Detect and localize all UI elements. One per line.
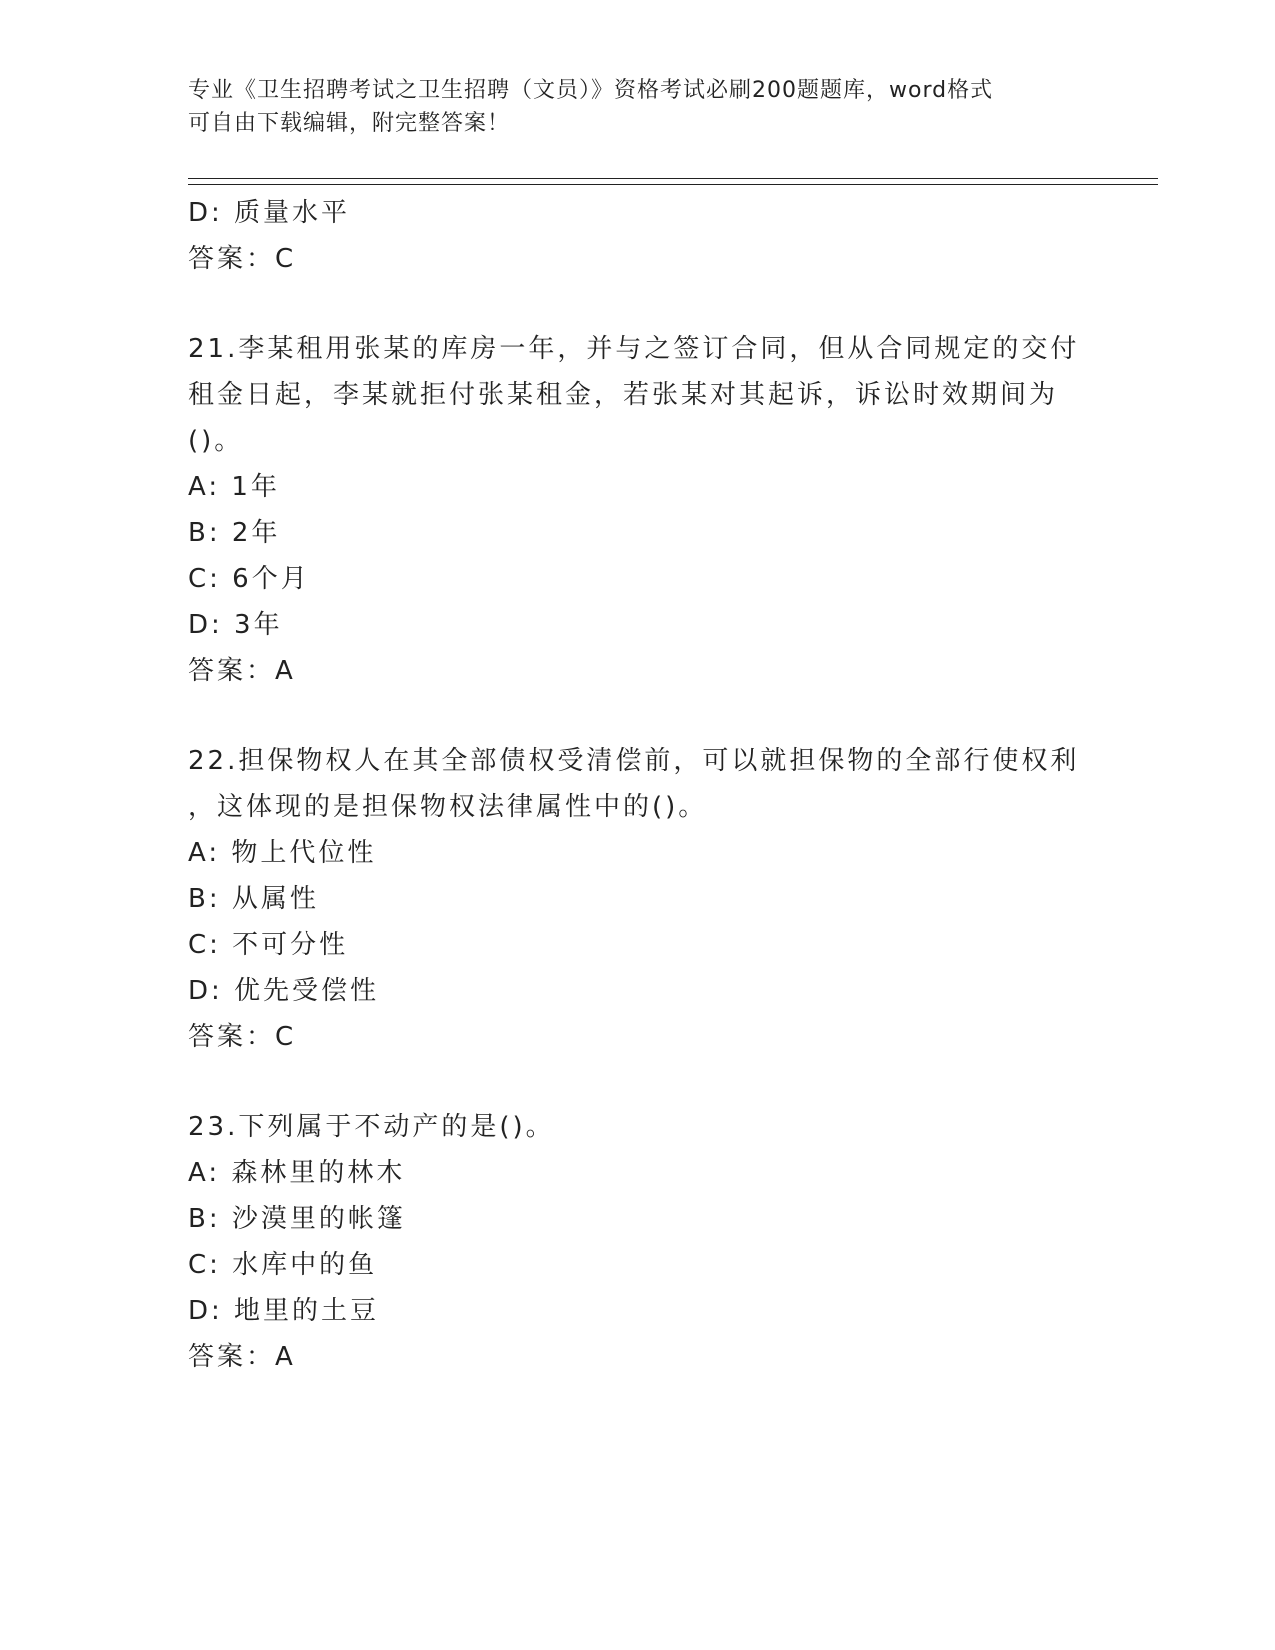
header-title-line-1: 专业《卫生招聘考试之卫生招聘（文员）》资格考试必刷200题题库，word格式 (188, 78, 994, 103)
q20-answer: 答案：C (188, 244, 297, 274)
q21-option-a: A: 1年 (188, 472, 280, 502)
question-22 (188, 738, 1088, 1060)
header-divider-top (188, 178, 1158, 179)
q21-stem-line-2: 租金日起，李某就拒付张某租金，若张某对其起诉，诉讼时效期间为 (188, 380, 1059, 410)
q21-option-d: D: 3年 (188, 610, 283, 640)
q22-option-a: A: 物上代位性 (188, 838, 377, 868)
q21-option-b: B: 2年 (188, 518, 281, 548)
question-spacer (188, 282, 1088, 326)
header-divider-bottom (188, 184, 1158, 185)
q23-answer: 答案：A (188, 1342, 296, 1372)
q21-option-c: C: 6个月 (188, 564, 310, 594)
q21-answer: 答案：A (188, 656, 296, 686)
document-header (188, 74, 1088, 140)
q22-stem-line-2: ，这体现的是担保物权法律属性中的()。 (188, 792, 708, 822)
q21-stem-line-1: 21.李某租用张某的库房一年，并与之签订合同，但从合同规定的交付 (188, 334, 1080, 364)
q23-option-a: A: 森林里的林木 (188, 1158, 406, 1188)
q22-stem-line-1: 22.担保物权人在其全部债权受清偿前，可以就担保物的全部行使权利 (188, 746, 1080, 776)
q23-option-c: C: 水库中的鱼 (188, 1250, 378, 1280)
q21-stem-line-3: ()。 (188, 426, 244, 456)
q22-option-c: C: 不可分性 (188, 930, 349, 960)
question-content (188, 190, 1088, 1380)
q23-option-b: B: 沙漠里的帐篷 (188, 1204, 406, 1234)
question-spacer (188, 1060, 1088, 1104)
question-spacer (188, 694, 1088, 738)
question-21 (188, 326, 1088, 694)
q20-option-d: D: 质量水平 (188, 198, 351, 228)
q22-option-b: B: 从属性 (188, 884, 319, 914)
q23-option-d: D: 地里的土豆 (188, 1296, 380, 1326)
q22-option-d: D: 优先受偿性 (188, 976, 380, 1006)
question-23 (188, 1104, 1088, 1380)
q23-stem-line-1: 23.下列属于不动产的是()。 (188, 1112, 555, 1142)
header-title-line-2: 可自由下载编辑，附完整答案！ (188, 111, 511, 136)
q22-answer: 答案：C (188, 1022, 297, 1052)
